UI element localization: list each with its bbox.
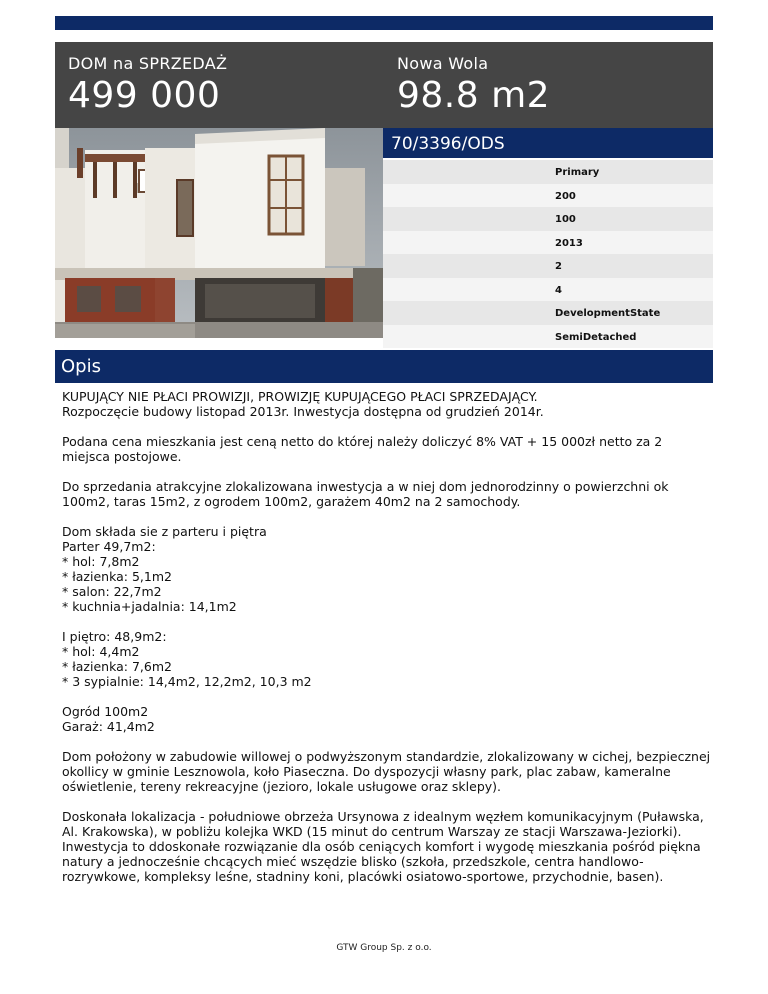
- location: Nowa Wola: [397, 54, 489, 73]
- detail-building-type: SemiDetached: [383, 325, 713, 349]
- detail-development-state: DevelopmentState: [383, 301, 713, 325]
- price: 499 000: [68, 75, 221, 116]
- location-block: [397, 54, 550, 116]
- description-paragraph: I piętro: 48,9m2: * hol: 4,4m2 * łazienka: 7,6m2 * 3 sypialnie: 14,4m2, 12,2m2, 10,3 m2: [62, 629, 312, 689]
- detail-value-2: 100: [383, 207, 713, 231]
- description-paragraph: Podana cena mieszkania jest ceną netto do której należy doliczyć 8% VAT + 15 000zł netto za 2 miejsca postojowe.: [62, 434, 663, 464]
- description-paragraph: Dom położony w zabudowie willowej o podwyższonym standardzie, zlokalizowany w cichej, bezpiecznej okollicy w gminie Lesznowola, koło Piaseczna. Do dyspozycji własny park, plac zabaw, kameralne oświetlenie, tereny rekreacyjne (jezioro, lokale usługowe oraz sklepy).: [62, 749, 711, 794]
- description-paragraph: KUPUJĄCY NIE PŁACI PROWIZJI, PROWIZJĘ KUPUJĄCEGO PŁACI SPRZEDAJĄCY. Rozpoczęcie budowy listopad 2013r. Inwestycja dostępna od grudzień 2014r.: [62, 389, 544, 419]
- details-table: [383, 160, 713, 348]
- property-type: DOM na SPRZEDAŻ: [68, 54, 228, 73]
- reference-number: 70/3396/ODS: [383, 128, 713, 158]
- top-accent-bar: [55, 16, 713, 30]
- listing-header: [55, 42, 713, 128]
- description-heading: Opis: [55, 350, 713, 383]
- property-photo: [55, 128, 383, 338]
- footer-company: GTW Group Sp. z o.o.: [336, 943, 432, 953]
- description-paragraph: Ogród 100m2 Garaż: 41,4m2: [62, 704, 155, 734]
- detail-year: 2013: [383, 231, 713, 255]
- detail-value-5: 4: [383, 278, 713, 302]
- detail-value-1: 200: [383, 184, 713, 208]
- house-photo-illustration: [55, 128, 383, 338]
- description-paragraph: Do sprzedania atrakcyjne zlokalizowana inwestycja a w niej dom jednorodzinny o powierzchni ok 100m2, taras 15m2, z ogrodem 100m2, garażem 40m2 na 2 samochody.: [62, 479, 669, 509]
- area: 98.8 m2: [397, 75, 551, 116]
- description-paragraph: Dom składa sie z parteru i piętra Parter 49,7m2: * hol: 7,8m2 * łazienka: 5,1m2 * salon: 22,7m2 * kuchnia+jadalnia: 14,1m2: [62, 524, 267, 614]
- detail-market: Primary: [383, 160, 713, 184]
- description-body: [62, 389, 712, 899]
- detail-value-4: 2: [383, 254, 713, 278]
- description-paragraph: Doskonała lokalizacja - południowe obrzeża Ursynowa z idealnym węzłem komunikacyjnym (Puławska, Al. Krakowska), w pobliżu kolejka WKD (15 minut do centrum Warszay ze stacji Warszawa-Jeziorki). Inwestycja to ddoskonałe rozwiązanie dla osób ceniących komfort i wygodę mieszkania pośród piękna natury a jednocześnie chcących mieć wszędzie blisko (szkoła, przedszkole, centra handlowo-rozrywkowe, kompleksy leśne, stadniny koni, placówki osiatowo-sportowe, przychodnie, basen).: [62, 809, 704, 884]
- price-block: [68, 54, 227, 116]
